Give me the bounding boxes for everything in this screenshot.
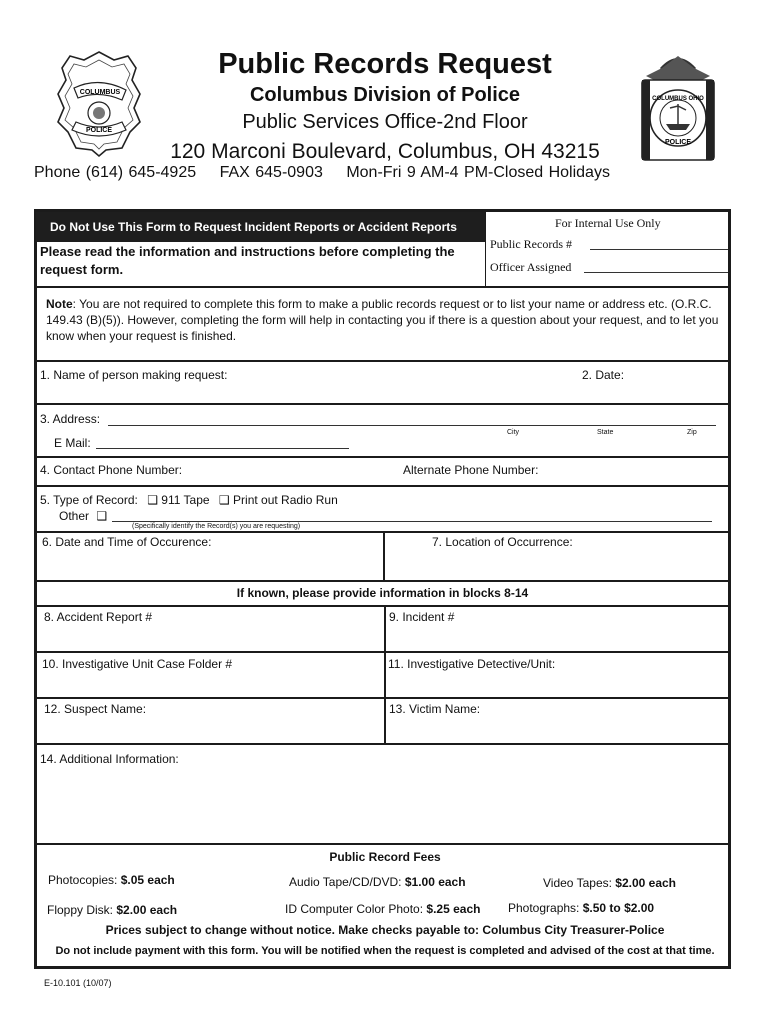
divider <box>36 605 729 607</box>
divider <box>36 485 729 487</box>
prices-notice: Prices subject to change without notice. Make checks payable to: Columbus City Treasurer-Police <box>105 923 665 937</box>
divider <box>36 403 729 405</box>
divider <box>485 212 486 287</box>
note-text: : You are not required to complete this form to make a public records request or to list your name or address etc. (O.R.C. 149.43 (B)(5)). However, completing the form will help in contacting you if there is a question about your request, and to let you know when your request is finished. <box>46 297 719 343</box>
payment-notice: Do not include payment with this form. You will be notified when the request is completed and advised of the cost at that time. <box>55 945 715 957</box>
office-name: Public Services Office-2nd Floor <box>242 111 528 133</box>
divider <box>36 743 729 745</box>
record-type-label <box>40 493 338 507</box>
contact-line <box>34 164 628 182</box>
case-folder-label: 10. Investigative Unit Case Folder # <box>42 657 233 671</box>
city-label: City <box>507 429 520 436</box>
email-label: E Mail: <box>54 436 91 450</box>
fees-heading: Public Record Fees <box>329 850 441 864</box>
svg-text:COLUMBUS: COLUMBUS <box>79 89 121 96</box>
police-seal-logo <box>640 46 716 162</box>
phone-number: Phone (614) 645-4925 <box>34 164 197 181</box>
address-field[interactable] <box>108 425 716 426</box>
name-label: 1. Name of person making request: <box>40 368 228 382</box>
internal-records-field[interactable] <box>590 249 728 250</box>
name-date-field[interactable] <box>36 384 729 402</box>
fee-floppy: Floppy Disk: $2.00 each <box>47 903 178 917</box>
fax-number: FAX 645-0903 <box>219 164 323 181</box>
division-name: Columbus Division of Police <box>249 84 521 106</box>
if-known-heading: If known, please provide information in blocks 8-14 <box>236 586 529 600</box>
date-time-label: 6. Date and Time of Occurence: <box>42 535 212 549</box>
fee-photographs: Photographs: $.50 to $2.00 <box>508 901 655 915</box>
email-field[interactable] <box>96 448 349 449</box>
fee-audio: Audio Tape/CD/DVD: $1.00 each <box>289 875 466 889</box>
fee-photocopies: Photocopies: $.05 each <box>48 873 175 887</box>
note-paragraph <box>46 296 726 344</box>
divider <box>36 697 729 699</box>
victim-name-label: 13. Victim Name: <box>389 702 481 716</box>
svg-text:COLUMBUS OHIO: COLUMBUS OHIO <box>652 96 704 102</box>
read-instructions: Please read the information and instructions before completing the request form. <box>40 244 455 277</box>
form-number: E-10.101 (10/07) <box>44 978 112 988</box>
divider <box>384 605 386 743</box>
additional-info-label: 14. Additional Information: <box>40 752 179 766</box>
other-option <box>59 509 107 523</box>
zip-label: Zip <box>687 429 697 436</box>
option-radio-run-label: Print out Radio Run <box>233 493 338 507</box>
divider <box>36 456 729 458</box>
fee-id-photo: ID Computer Color Photo: $.25 each <box>285 902 481 916</box>
contact-phone-label: 4. Contact Phone Number: <box>40 463 183 477</box>
internal-officer-field[interactable] <box>584 272 728 273</box>
record-type-text: 5. Type of Record: <box>40 493 138 507</box>
suspect-name-label: 12. Suspect Name: <box>44 702 147 716</box>
address-label: 3. Address: <box>40 412 101 426</box>
alternate-phone-label: Alternate Phone Number: <box>403 463 539 477</box>
accident-report-label: 8. Accident Report # <box>44 610 153 624</box>
divider <box>36 651 729 653</box>
office-hours: Mon-Fri 9 AM-4 PM-Closed Holidays <box>346 164 610 181</box>
divider <box>36 843 729 845</box>
checkbox-radio-run[interactable]: ❑ <box>218 493 230 507</box>
other-record-field[interactable] <box>112 521 712 522</box>
location-label: 7. Location of Occurrence: <box>432 535 573 549</box>
incident-label: 9. Incident # <box>389 610 455 624</box>
date-label: 2. Date: <box>582 368 625 382</box>
additional-info-field[interactable] <box>38 770 728 840</box>
page-title: Public Records Request <box>218 48 552 80</box>
internal-use-title: For Internal Use Only <box>555 216 661 230</box>
office-address: 120 Marconi Boulevard, Columbus, OH 43215 <box>170 140 600 163</box>
divider <box>36 286 729 288</box>
police-badge-logo <box>56 50 142 158</box>
internal-records-label: Public Records # <box>490 237 572 251</box>
detective-label: 11. Investigative Detective/Unit: <box>388 657 556 671</box>
divider <box>36 360 729 362</box>
state-label: State <box>597 429 614 436</box>
note-label: Note <box>46 297 73 311</box>
internal-officer-label: Officer Assigned <box>490 260 572 274</box>
option-911-label: 911 Tape <box>161 493 210 507</box>
fee-video: Video Tapes: $2.00 each <box>543 876 676 890</box>
svg-text:POLICE: POLICE <box>85 127 113 134</box>
divider <box>383 531 385 581</box>
specify-hint: (Specifically identify the Record(s) you are requesting) <box>132 523 301 530</box>
warning-banner: Do Not Use This Form to Request Incident Reports or Accident Reports <box>36 212 486 242</box>
svg-text:POLICE: POLICE <box>664 139 692 146</box>
checkbox-911[interactable]: ❑ <box>147 493 158 507</box>
option-other-label: Other <box>59 509 90 523</box>
divider <box>36 580 729 582</box>
checkbox-other[interactable]: ❑ <box>96 509 108 523</box>
